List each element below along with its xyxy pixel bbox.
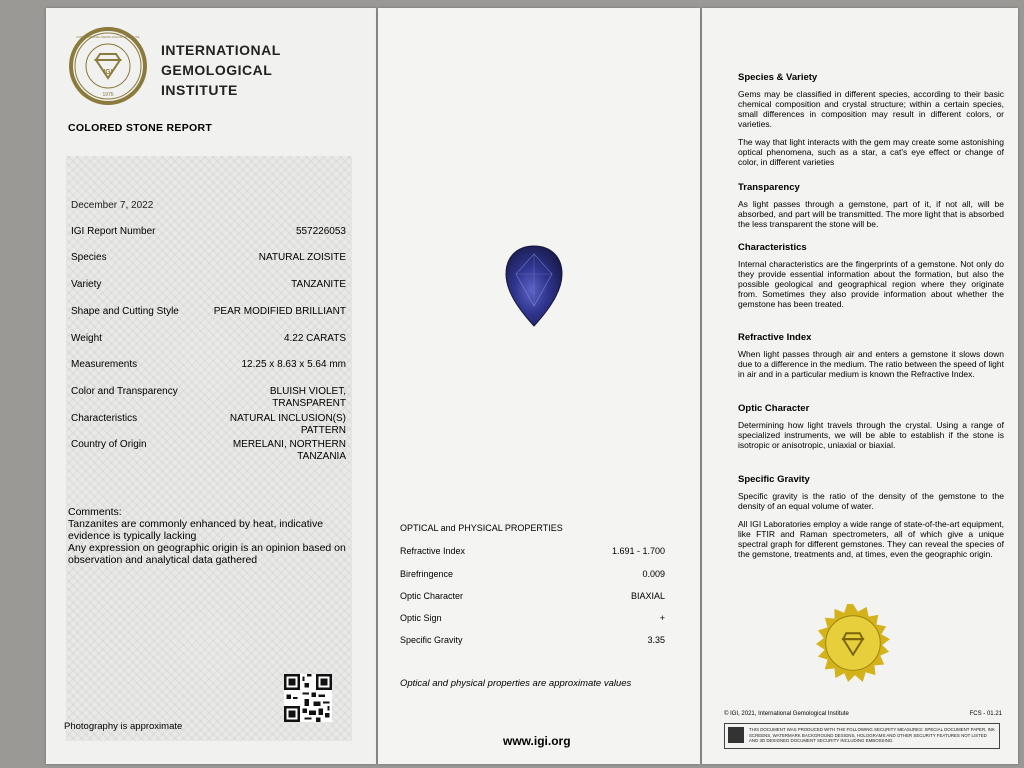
report-date: December 7, 2022 xyxy=(71,200,154,211)
optical-label: Optic Sign xyxy=(400,613,442,623)
info-paragraph: The way that light interacts with the gem may create some astonishing optical phenomena, such as a star, a cat's eye effect or change of color, in different varieties xyxy=(738,137,1004,167)
detail-label: IGI Report Number xyxy=(71,226,156,237)
detail-label: Characteristics xyxy=(71,413,138,424)
detail-value: TANZANITE xyxy=(291,279,346,290)
optical-label: Specific Gravity xyxy=(400,635,463,645)
comments-block xyxy=(68,506,348,566)
brand-name xyxy=(161,40,281,100)
info-paragraph: Internal characteristics are the fingerprints of a gemstone. Not only do they provide essential information about the formation, but also the possible geological and geographical region where they originate from. Sometimes they also provide information about whether the gemstone has been treated. xyxy=(738,259,1004,309)
detail-label: Shape and Cutting Style xyxy=(71,306,179,317)
info-section-title: Characteristics xyxy=(738,242,807,253)
info-section-title: Specific Gravity xyxy=(738,474,810,485)
website-link[interactable]: www.igi.org xyxy=(503,734,571,748)
security-shield-icon xyxy=(728,727,744,743)
info-paragraph: Gems may be classified in different species, according to their basic chemical composition and crystal structure; within a certain species, small differences in composition may result in different colors, or varieties. xyxy=(738,89,1004,129)
info-section xyxy=(738,242,1004,317)
detail-value: PEAR MODIFIED BRILLIANT xyxy=(213,306,346,317)
report-panel-middle xyxy=(378,8,700,764)
info-section-title: Optic Character xyxy=(738,403,810,414)
optical-label: Birefringence xyxy=(400,569,454,579)
optical-value: 3.35 xyxy=(647,635,665,645)
logo-ring-text: INTERNATIONAL GEMOLOGICAL INSTITUTE xyxy=(76,35,140,39)
info-section-title: Transparency xyxy=(738,182,800,193)
info-section xyxy=(738,403,1004,458)
igi-logo-seal xyxy=(68,26,148,106)
info-paragraph: All IGI Laboratories employ a wide range of state-of-the-art equipment, like FTIR and Raman spectrometers, all of which give a unique spectral graph for different gemstones. They can reveal the species of the gemstone, treatments and, at times, even the geographic origin. xyxy=(738,519,1004,559)
report-title: COLORED STONE REPORT xyxy=(68,122,213,134)
comment-line: Any expression on geographic origin is an opinion based on observation and analytical data gathered xyxy=(68,542,346,566)
gold-hologram-seal-icon xyxy=(814,604,892,682)
info-section xyxy=(738,72,1004,175)
info-paragraph: As light passes through a gemstone, part of it, if not all, will be absorbed, and part will be transmitted. The more light that is absorbed the less transparent the stone will be. xyxy=(738,199,1004,229)
gemstone-photo xyxy=(504,244,564,328)
detail-value: 557226053 xyxy=(295,226,346,237)
comments-title: Comments: xyxy=(68,506,122,518)
detail-label: Variety xyxy=(71,279,102,290)
detail-label: Country of Origin xyxy=(71,439,147,450)
copyright-text: © IGI, 2021, International Gemological Institute xyxy=(724,711,849,717)
qr-code-icon[interactable] xyxy=(284,674,332,722)
detail-value: MERELANI, NORTHERN TANZANIA xyxy=(232,439,346,462)
detail-label: Measurements xyxy=(71,359,138,370)
info-paragraph: When light passes through air and enters a gemstone it slows down due to a difference in the medium. The ratio between the speed of light in air and in a particular medium is known the Refractive Index. xyxy=(738,349,1004,379)
detail-value: 12.25 x 8.63 x 5.64 mm xyxy=(241,359,346,370)
report-panel-left xyxy=(46,8,376,764)
info-section xyxy=(738,182,1004,237)
info-paragraph: Specific gravity is the ratio of the density of the gemstone to the density of an equal volume of water. xyxy=(738,491,1004,511)
optical-properties-title: OPTICAL and PHYSICAL PROPERTIES xyxy=(400,523,563,533)
form-code: FCS - 01.21 xyxy=(969,711,1002,717)
logo-mark: IGI xyxy=(103,69,113,76)
detail-label: Weight xyxy=(71,333,102,344)
info-paragraph: Determining how light travels through the crystal. Using a range of specialized instruments, we will be able to establish if the stone is isotropic or anisotropic, uniaxial or biaxial. xyxy=(738,420,1004,450)
info-section-title: Refractive Index xyxy=(738,332,812,343)
optical-label: Optic Character xyxy=(400,591,464,601)
logo-year: 1975 xyxy=(102,92,114,98)
report-panel-right xyxy=(702,8,1018,764)
detail-label: Color and Transparency xyxy=(71,386,178,397)
photography-note: Photography is approximate xyxy=(64,721,183,732)
detail-value: NATURAL ZOISITE xyxy=(258,252,346,263)
detail-label: Species xyxy=(71,252,107,263)
optical-disclaimer: Optical and physical properties are approximate values xyxy=(400,678,632,689)
detail-value: NATURAL INCLUSION(S) PATTERN xyxy=(229,413,346,436)
optical-value: BIAXIAL xyxy=(630,591,665,601)
brand-line-1: INTERNATIONAL xyxy=(161,42,281,58)
comment-line: Tanzanites are commonly enhanced by heat, indicative evidence is typically lacking xyxy=(68,518,324,542)
detail-value: BLUISH VIOLET, TRANSPARENT xyxy=(269,386,346,409)
optical-value: + xyxy=(659,613,665,623)
info-section xyxy=(738,332,1004,387)
info-section xyxy=(738,474,1004,567)
optical-value: 0.009 xyxy=(642,569,665,579)
optical-value: 1.691 - 1.700 xyxy=(611,546,665,556)
brand-line-2: GEMOLOGICAL xyxy=(161,62,273,78)
security-notice-text: THIS DOCUMENT WAS PRODUCED WITH THE FOLLOWING SECURITY MEASURES: SPECIAL DOCUMENT PAPER, INK SCREENS, WATERMARK BACKGROUND DESIGNS, HOLOGRAMS AND OTHER SECURITY FEATURES NOT LISTED AND 3D DESIGNED DOCUMENT SECURITY INCLUDING EMBOSSING. xyxy=(749,727,995,743)
info-section-title: Species & Variety xyxy=(738,72,818,83)
detail-value: 4.22 CARATS xyxy=(283,333,346,344)
optical-label: Refractive Index xyxy=(400,546,466,556)
security-notice-box xyxy=(724,723,1000,749)
brand-line-3: INSTITUTE xyxy=(161,82,238,98)
